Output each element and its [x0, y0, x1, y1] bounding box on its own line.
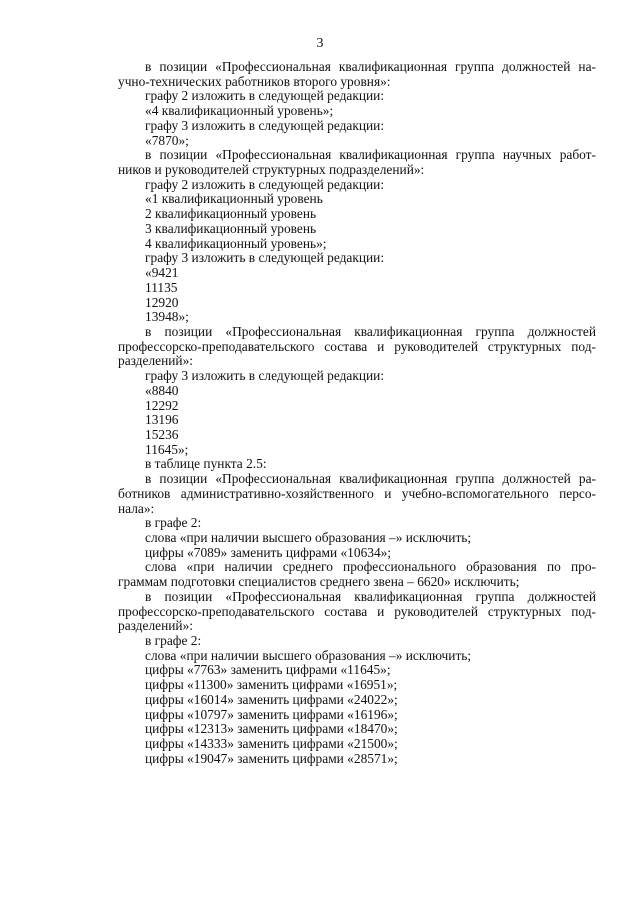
text-line: ников и руководителей структурных подразделений»: [118, 162, 425, 178]
text-line: в позиции «Профессиональная квалификационная группа должностей [145, 589, 596, 604]
text-line: ботников административно-хозяйственного и учебно-вспомогательного персо- [118, 486, 596, 501]
text-line: учно-технических работников второго уровня»: [118, 73, 391, 89]
text-line: в позиции «Профессиональная квалификационная группа должностей ра- [145, 472, 596, 487]
text-line: в позиции «Профессиональная квалификационная группа должностей [145, 324, 596, 339]
text-line: цифры «12313» заменить цифрами «18470»; [145, 721, 398, 737]
text-line: «8840 [145, 382, 179, 398]
text-line: слова «при наличии высшего образования –» исключить; [145, 647, 472, 663]
text-line: 11645»; [145, 441, 189, 457]
text-line: «7870»; [145, 132, 189, 148]
text-line: в графе 2: [145, 633, 202, 649]
text-line: разделений»: [118, 618, 193, 634]
text-line: графу 2 изложить в следующей редакции: [145, 176, 385, 192]
text-line: профессорско-преподавательского состава и руководителей структурных под- [118, 339, 596, 354]
text-line: 11135 [145, 279, 178, 295]
text-line: графу 3 изложить в следующей редакции: [145, 117, 385, 133]
text-line: нала»: [118, 500, 155, 516]
text-line: слова «при наличии среднего профессионального образования по про- [145, 560, 596, 575]
text-line: 12292 [145, 397, 179, 413]
text-line: цифры «19047» заменить цифрами «28571»; [145, 750, 398, 766]
text-line: разделений»: [118, 353, 193, 369]
text-line: в позиции «Профессиональная квалификационная группа научных работ- [145, 148, 596, 163]
text-line: цифры «7089» заменить цифрами «10634»; [145, 544, 392, 560]
text-line: 2 квалификационный уровень [145, 206, 317, 222]
text-line: 15236 [145, 426, 179, 442]
text-line: «9421 [145, 265, 179, 281]
text-line: цифры «11300» заменить цифрами «16951»; [145, 677, 398, 693]
text-line: 13196 [145, 412, 179, 428]
text-line: 13948»; [145, 309, 189, 325]
document-body [118, 60, 596, 767]
text-line: в позиции «Профессиональная квалификационная группа должностей на- [145, 60, 596, 74]
text-line: цифры «10797» заменить цифрами «16196»; [145, 706, 398, 722]
text-line: «1 квалификационный уровень [145, 191, 323, 207]
text-line: графу 3 изложить в следующей редакции: [145, 368, 385, 384]
text-line: 12920 [145, 294, 179, 310]
text-line: 4 квалификационный уровень»; [145, 235, 327, 251]
text-line: в графе 2: [145, 515, 202, 531]
text-line: цифры «14333» заменить цифрами «21500»; [145, 736, 398, 752]
text-line: слова «при наличии высшего образования –» исключить; [145, 530, 472, 545]
text-line: граммам подготовки специалистов среднего звена – 6620» исключить; [118, 574, 520, 590]
text-line: графу 2 изложить в следующей редакции: [145, 88, 385, 104]
text-line: в таблице пункта 2.5: [145, 456, 267, 472]
text-line: цифры «16014» заменить цифрами «24022»; [145, 691, 398, 707]
page-number: 3 [316, 36, 324, 51]
text-line: графу 3 изложить в следующей редакции: [145, 250, 385, 266]
text-line: цифры «7763» заменить цифрами «11645»; [145, 662, 391, 678]
text-line: 3 квалификационный уровень [145, 220, 317, 236]
text-line: профессорско-преподавательского состава и руководителей структурных под- [118, 604, 596, 619]
text-line: «4 квалификационный уровень»; [145, 103, 334, 119]
